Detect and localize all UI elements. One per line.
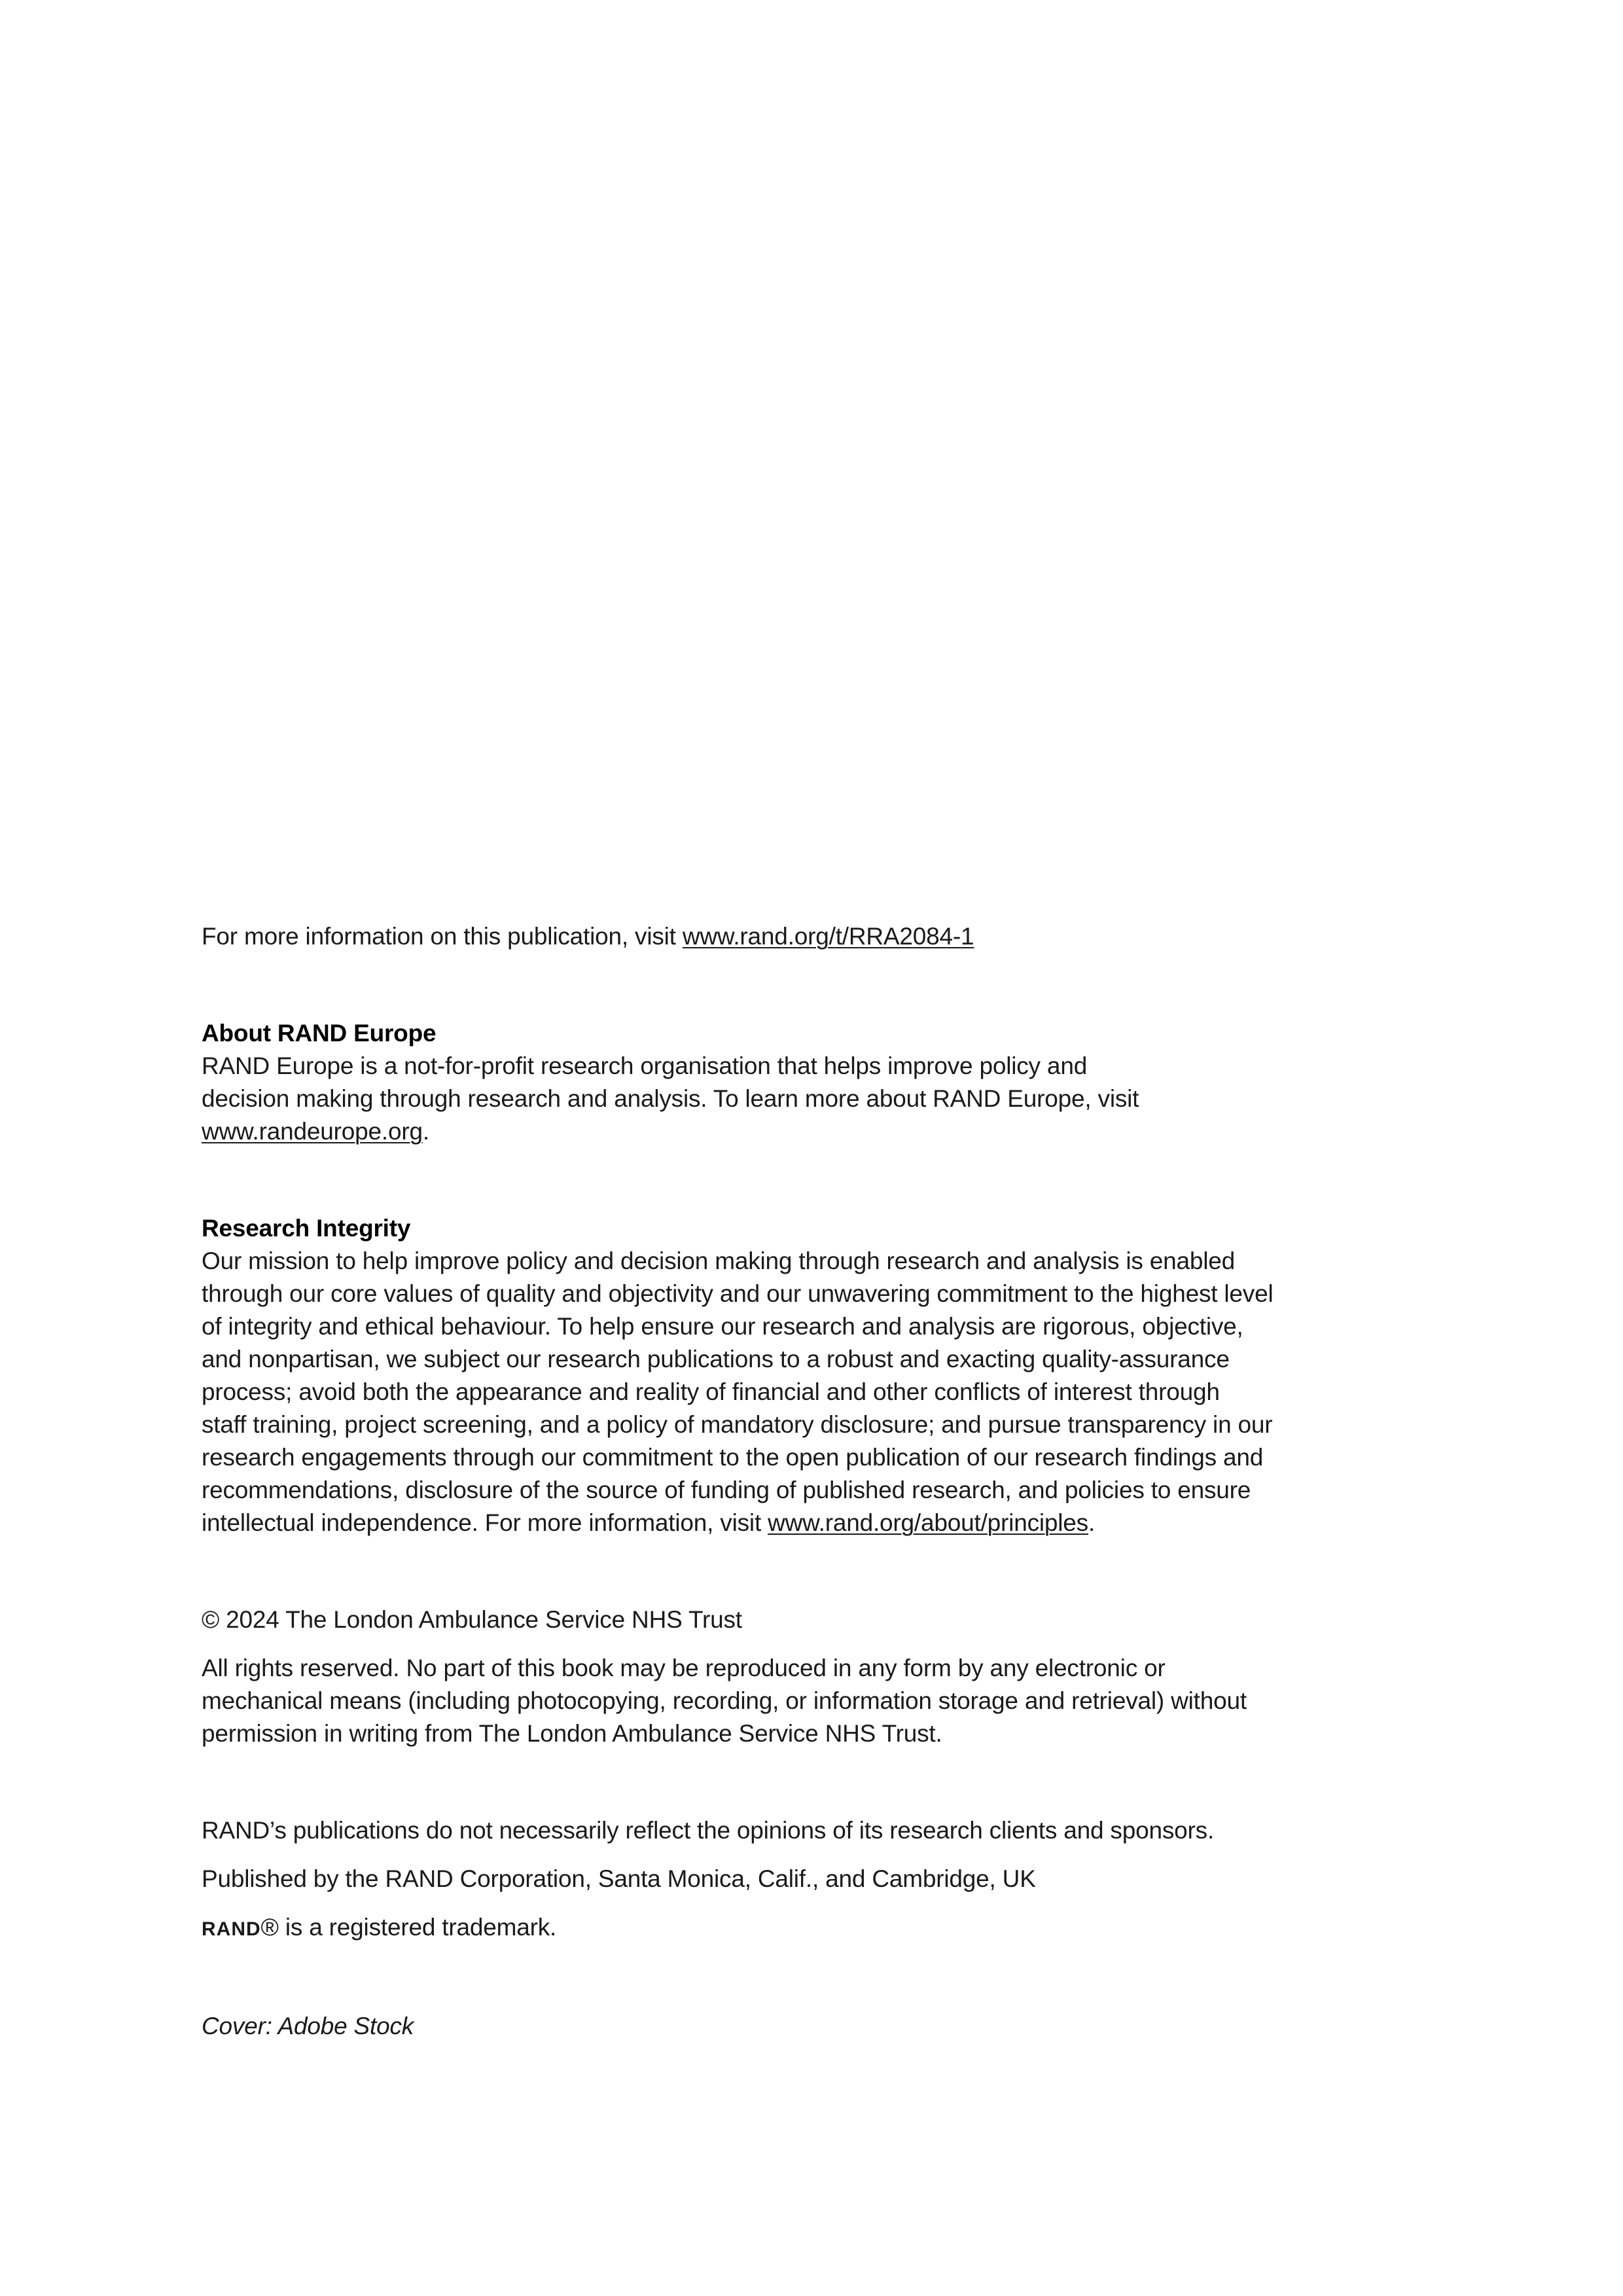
trademark-text: ® is a registered trademark. xyxy=(260,1914,557,1941)
publication-info xyxy=(202,920,1314,953)
principles-link[interactable]: www.rand.org/about/principles xyxy=(768,1509,1088,1536)
publication-link[interactable]: www.rand.org/t/RRA2084-1 xyxy=(682,923,974,950)
integrity-line: of integrity and ethical behaviour. To help ensure our research and analysis are rigorous, objective, xyxy=(202,1313,1243,1340)
integrity-last-line: intellectual independence. For more information, visit www.rand.org/about/principles. xyxy=(202,1509,1096,1536)
rights-line-2: mechanical means (including photocopying, recording, or information storage and retrieval) without xyxy=(202,1687,1247,1714)
copyright-section xyxy=(202,1604,1314,1750)
integrity-line: recommendations, disclosure of the source of funding of published research, and policies to ensure xyxy=(202,1477,1251,1503)
integrity-line: process; avoid both the appearance and reality of financial and other conflicts of interest through xyxy=(202,1378,1220,1405)
rand-logo: RAND xyxy=(202,1918,261,1940)
research-integrity-section xyxy=(202,1212,1314,1539)
disclaimer: RAND’s publications do not necessarily reflect the opinions of its research clients and sponsors. xyxy=(202,1817,1215,1844)
publisher-section xyxy=(202,1814,1314,1946)
about-line-1: RAND Europe is a not-for-profit research organisation that helps improve policy and xyxy=(202,1052,1088,1079)
randeurope-link[interactable]: www.randeurope.org xyxy=(202,1118,423,1145)
integrity-line: research engagements through our commitment to the open publication of our research findings and xyxy=(202,1444,1264,1471)
about-line-3: www.randeurope.org. xyxy=(202,1118,429,1145)
integrity-line: and nonpartisan, we subject our research publications to a robust and exacting quality-assurance xyxy=(202,1346,1230,1372)
copyright-notice: © 2024 The London Ambulance Service NHS Trust xyxy=(202,1606,742,1633)
integrity-line: through our core values of quality and objectivity and our unwavering commitment to the highest level xyxy=(202,1280,1274,1307)
publication-info-text: For more information on this publication, visit xyxy=(202,923,683,950)
about-section xyxy=(202,1017,1314,1148)
about-line-2: decision making through research and analysis. To learn more about RAND Europe, visit xyxy=(202,1085,1139,1112)
integrity-line: staff training, project screening, and a policy of mandatory disclosure; and pursue transparency in our xyxy=(202,1411,1273,1438)
cover-credit: Cover: Adobe Stock xyxy=(202,2013,414,2039)
trademark-notice xyxy=(202,1911,1314,1946)
colophon xyxy=(202,920,1314,2043)
published-by: Published by the RAND Corporation, Santa Monica, Calif., and Cambridge, UK xyxy=(202,1865,1036,1892)
rights-line-1: All rights reserved. No part of this book may be reproduced in any form by any electronic or xyxy=(202,1655,1166,1681)
about-heading: About RAND Europe xyxy=(202,1020,437,1047)
rights-line-3: permission in writing from The London Ambulance Service NHS Trust. xyxy=(202,1720,942,1747)
integrity-heading: Research Integrity xyxy=(202,1215,411,1242)
integrity-line: Our mission to help improve policy and decision making through research and analysis is enabled xyxy=(202,1247,1236,1274)
